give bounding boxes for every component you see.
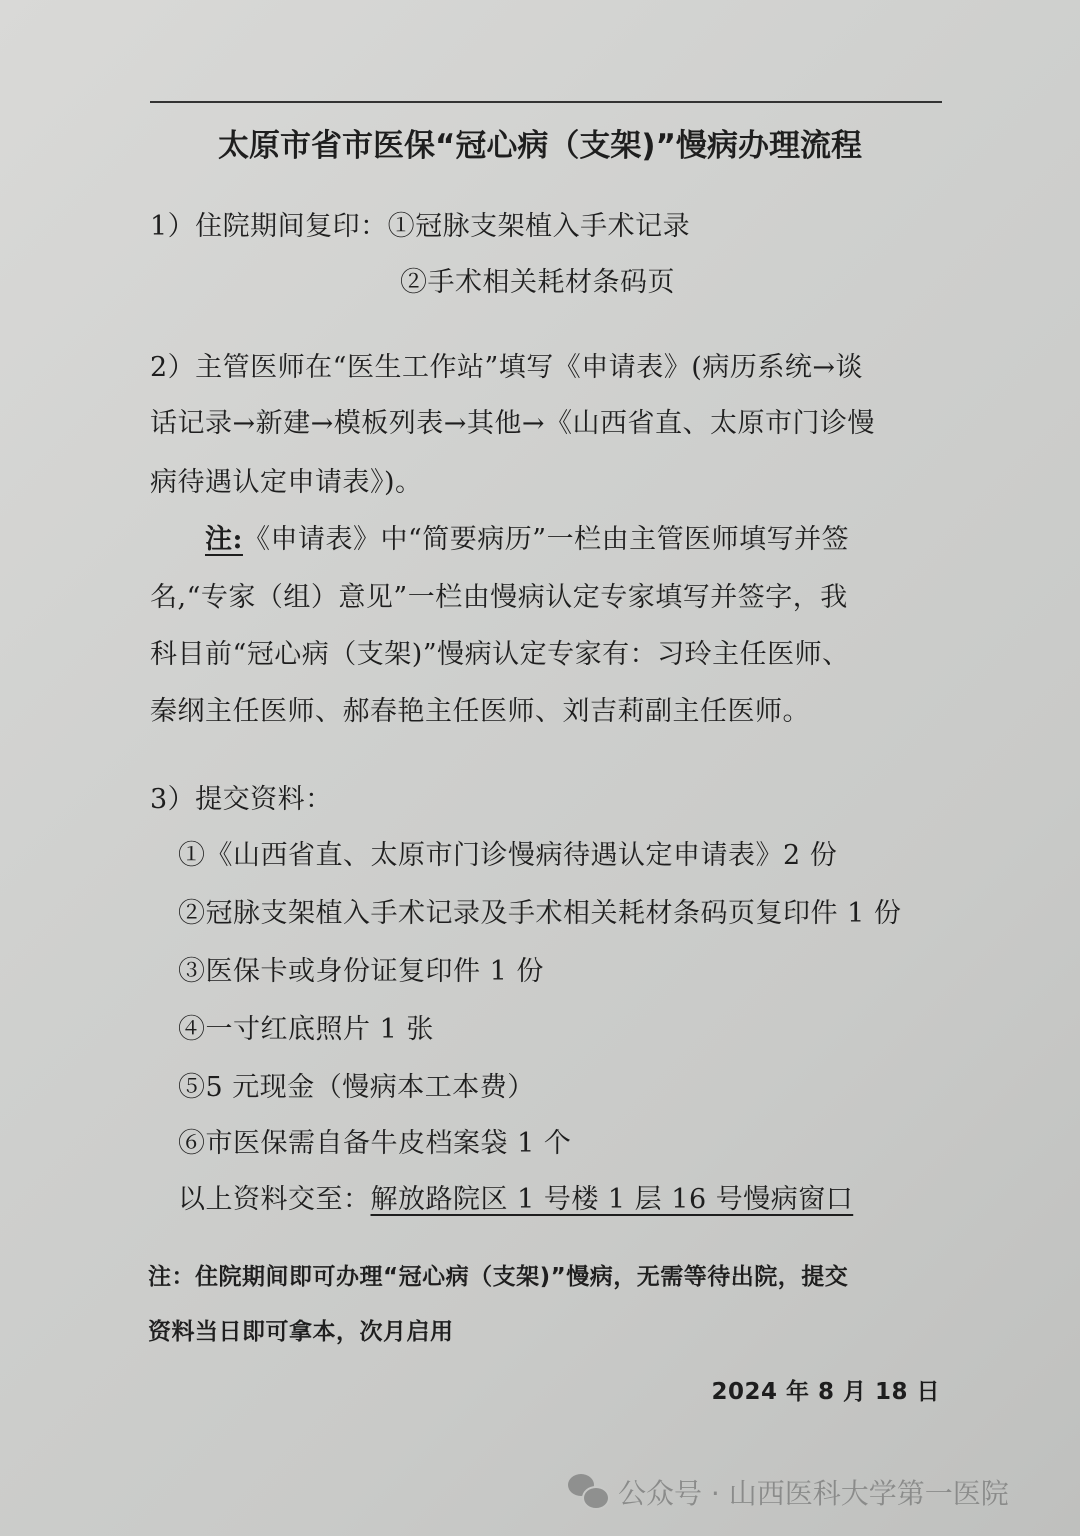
document-date: 2024 年 8 月 18 日 (711, 1379, 940, 1405)
step1-line1: 1）住院期间复印：①冠脉支架植入手术记录 (150, 211, 691, 242)
list-item: ①《山西省直、太原市门诊慢病待遇认定申请表》2 份 (178, 840, 838, 871)
list-item: ⑥市医保需自备牛皮档案袋 1 个 (178, 1128, 572, 1159)
list-item: ②冠脉支架植入手术记录及手术相关耗材条码页复印件 1 份 (178, 898, 902, 929)
note1-line: 科目前“冠心病（支架)”慢病认定专家有：习玲主任医师、 (150, 639, 850, 670)
step2-line: 病待遇认定申请表》)。 (150, 467, 423, 498)
note1-line: 名,“专家（组）意见”一栏由慢病认定专家填写并签字，我 (150, 582, 848, 613)
submit-line (178, 1182, 853, 1218)
note1-text: 《申请表》中“简要病历”一栏由主管医师填写并签 (242, 524, 850, 555)
step3-heading: 3）提交资料： (150, 784, 333, 815)
note1-label: 注: (205, 524, 243, 555)
list-item: ④一寸红底照片 1 张 (178, 1014, 434, 1045)
submit-label: 以上资料交至： (178, 1184, 371, 1215)
list-item: ⑤5 元现金（慢病本工本费） (178, 1072, 535, 1103)
note1-line: 秦纲主任医师、郝春艳主任医师、刘吉莉副主任医师。 (150, 696, 810, 727)
step1-line2: ②手术相关耗材条码页 (400, 267, 675, 298)
wechat-icon (568, 1474, 608, 1510)
list-item: ③医保卡或身份证复印件 1 份 (178, 956, 544, 987)
watermark-text: 公众号 · 山西医科大学第一医院 (618, 1477, 1009, 1510)
submit-location: 解放路院区 1 号楼 1 层 16 号慢病窗口 (370, 1184, 854, 1215)
step2-line: 2）主管医师在“医生工作站”填写《申请表》(病历系统→谈 (150, 352, 863, 383)
header-rule (150, 101, 942, 103)
note2-line: 资料当日即可拿本，次月启用 (148, 1319, 454, 1345)
watermark (568, 1472, 1009, 1512)
step2-line: 话记录→新建→模板列表→其他→《山西省直、太原市门诊慢 (150, 408, 875, 439)
document-title: 太原市省市医保“冠心病（支架)”慢病办理流程 (218, 128, 862, 164)
note2-line: 注：住院期间即可办理“冠心病（支架)”慢病，无需等待出院，提交 (148, 1264, 849, 1290)
note1-line (205, 522, 849, 558)
